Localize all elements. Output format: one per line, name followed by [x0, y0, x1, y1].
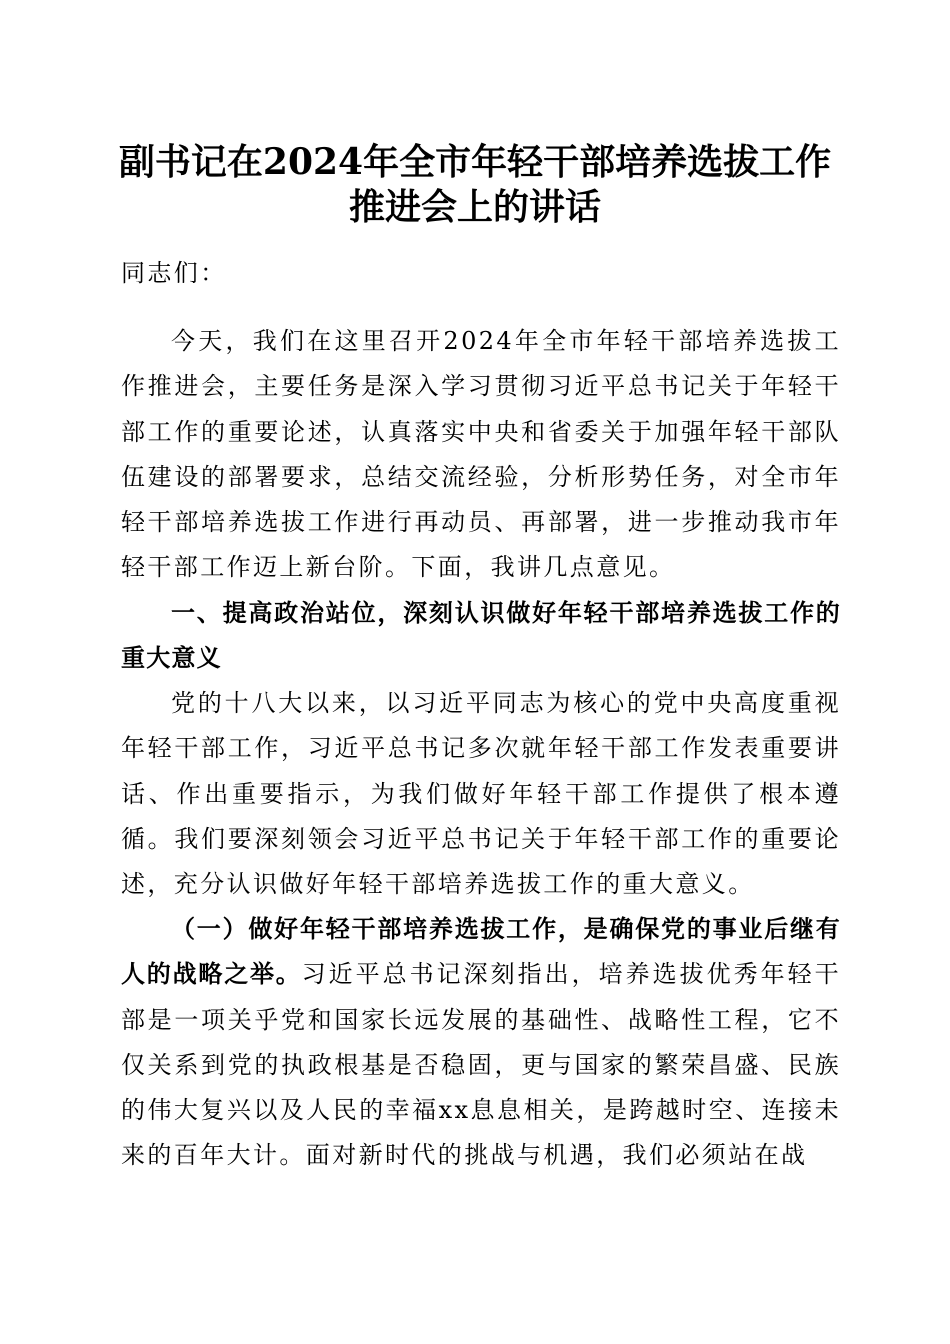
subsection-1-paragraph — [121, 907, 841, 1179]
document-title-line-2: 推进会上的讲话 — [348, 186, 601, 228]
subsection-1-heading: （一）做好年轻干部培养选拔工作，是确保党的事业后继有人的战略之举。 — [121, 915, 841, 989]
section-1-heading: 一、提高政治站位，深刻认识做好年轻干部培养选拔工作的重大意义 — [121, 599, 841, 673]
subsection-1-text: 习近平总书记深刻指出，培养选拔优秀年轻干部是一项关乎党和国家长远发展的基础性、战略性工程，它不仅关系到党的执政根基是否稳固，更与国家的繁荣昌盛、民族的伟大复兴以及人民的幸福xx息息相关，是跨越时空、连接未来的百年大计。面对新时代的挑战与机遇，我们必须站在战 — [121, 960, 842, 1170]
section-1-paragraph: 党的十八大以来，以习近平同志为核心的党中央高度重视年轻干部工作，习近平总书记多次就年轻干部工作发表重要讲话、作出重要指示，为我们做好年轻干部工作提供了根本遵循。我们要深刻领会习近平总书记关于年轻干部工作的重要论述，充分认识做好年轻干部培养选拔工作的重大意义。 — [121, 689, 841, 899]
document-title-line-1: 副书记在2024年全市年轻干部培养选拔工作 — [118, 141, 832, 183]
salutation: 同志们： — [121, 259, 227, 287]
intro-paragraph: 今天，我们在这里召开2024年全市年轻干部培养选拔工作推进会，主要任务是深入学习贯彻习近平总书记关于年轻干部工作的重要论述，认真落实中央和省委关于加强年轻干部队伍建设的部署要求，总结交流经验，分析形势任务，对全市年轻干部培养选拔工作进行再动员、再部署，进一步推动我市年轻干部工作迈上新台阶。下面，我讲几点意见。 — [121, 327, 841, 582]
